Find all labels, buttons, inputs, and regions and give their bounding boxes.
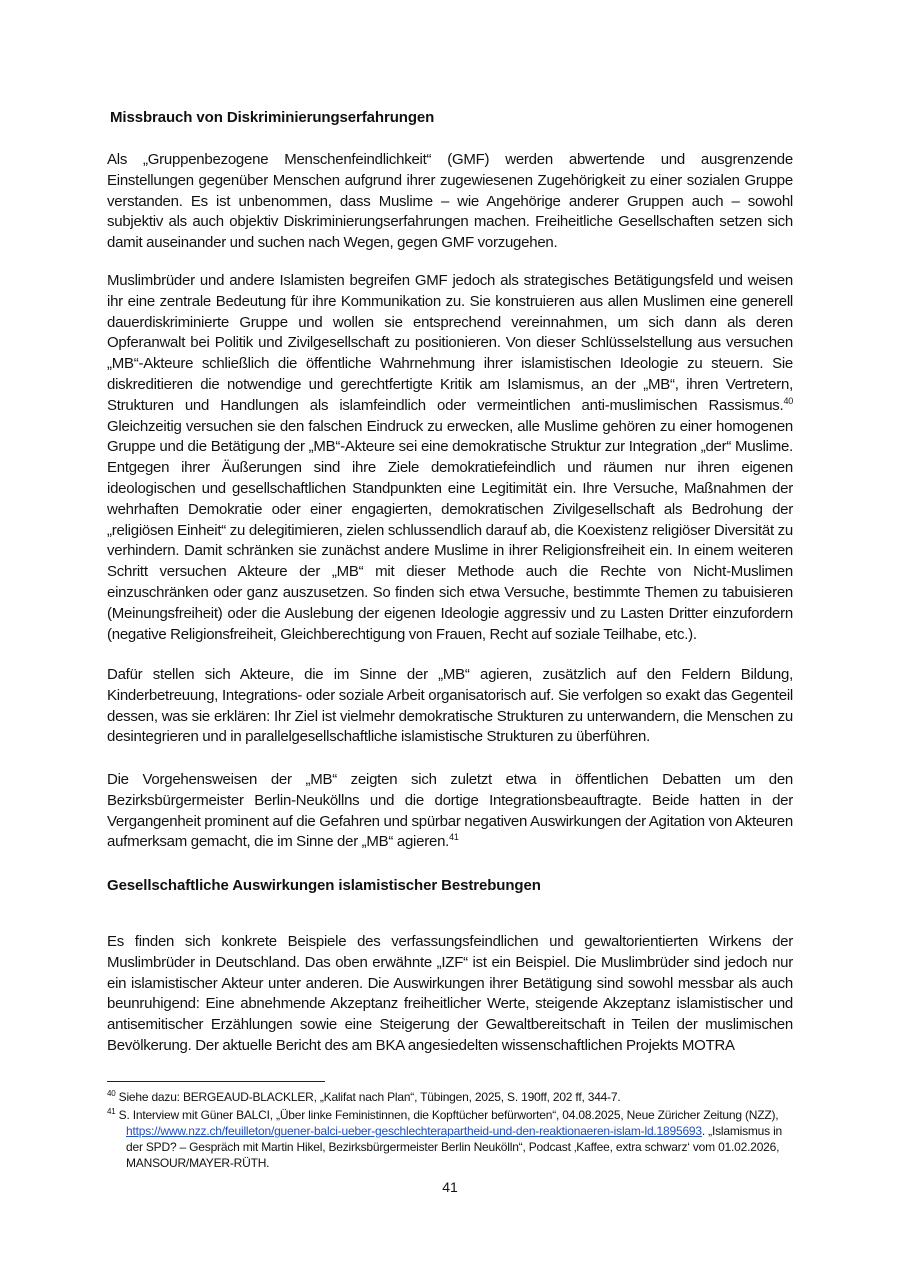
paragraph-text: Die Vorgehensweisen der „MB“ zeigten sich zuletzt etwa in öffentlichen Debatten um den Bezirksbürgermeister Berlin-Neuköllns und die dortige Integrationsbeauftragte. Beide hatten in der Vergangenheit prominent auf die Gefahren und spürbar negativen Auswirkungen der Agitation von Akteuren aufmerksam gemacht, die im Sinne der „MB“ agieren. [107, 771, 793, 851]
paragraph-text: Gleichzeitig versuchen sie den falschen Eindruck zu erwecken, alle Muslime gehören zu einer homogenen Gruppe und die Betätigung der „MB“-Akteure sei eine demokratische Struktur zur Integration „der“ Muslime. Entgegen ihrer Äußerungen sind ihre Ziele demokratiefeindlich und räumen nur ihren eigenen ideologischen und gesellschaftlichen Standpunkten eine Legitimität ein. Ihre Versuche, Maßnahmen der wehrhaften Demokratie oder einer engagierten, demokratischen Zivilgesellschaft als Bedrohung der „religiösen Einheit“ zu delegitimieren, zielen schlussendlich darauf ab, die Koexistenz religiöser Diversität zu verhindern. Damit schränken sie zunächst andere Muslime in ihrer Religionsfreiheit ein. In einem weiteren Schritt versuchen Akteure der „MB“ mit dieser Methode auch die Rechte von Nicht-Muslimen einzuschränken oder ganz auszusetzen. So finden sich etwa Versuche, bestimmte Themen zu tabuisieren (Meinungsfreiheit) oder die Auslebung der eigenen Ideologie aggressiv und zu Lasten Dritter einzufordern (negative Religionsfreiheit, Gleichberechtigung von Frauen, Recht auf soziale Teilhabe, etc.). [107, 417, 793, 643]
nzz-interview-link[interactable]: https://www.nzz.ch/feuilleton/guener-balci-ueber-geschlechterapartheid-und-den-reaktionaeren-islam-ld.1895693 [126, 1124, 702, 1138]
footnotes [107, 1089, 793, 1173]
footnote-text: Siehe dazu: BERGEAUD-BLACKLER, „Kalifat nach Plan“, Tübingen, 2025, S. 190ff, 202 ff, 344-7. [115, 1090, 621, 1104]
page-number: 41 [442, 1179, 458, 1195]
paragraph-organisational-fields: Dafür stellen sich Akteure, die im Sinne der „MB“ agieren, zusätzlich auf den Feldern Bildung, Kinderbetreuung, Integrations- oder soziale Arbeit organisatorisch auf. Sie verfolgen so exakt das Gegenteil dessen, was sie erklären: Ihr Ziel ist vielmehr demokratische Strukturen zu unterwandern, die Menschen zu desintegrieren und in parallelgesellschaftliche islamistische Strukturen zu überführen. [107, 666, 793, 746]
footnote-number: 40 [107, 1089, 116, 1098]
footnote-40 [107, 1089, 793, 1105]
footnote-text: S. Interview mit Güner BALCI, „Über linke Feministinnen, die Kopftücher befürworten“, 04.08.2025, Neue Züricher Zeitung (NZZ), [115, 1108, 779, 1122]
section-heading-discrimination: Missbrauch von Diskriminierungserfahrungen [110, 109, 435, 126]
footnote-text: . „Islamismus in der SPD? – Gespräch mit Martin Hikel, Bezirksbürgermeister Berlin Neukölln“, Podcast ‚Kaffee, extra schwarz‘ vom 01.02.2026, MANSOUR/MAYER-RÜTH. [126, 1124, 783, 1170]
footnote-divider [107, 1081, 325, 1082]
section-heading-societal-impact: Gesellschaftliche Auswirkungen islamistischer Bestrebungen [107, 877, 541, 894]
footnote-41 [107, 1107, 793, 1171]
document-page [107, 0, 793, 1272]
paragraph-muslim-brotherhood-strategy [107, 271, 793, 645]
footnote-number: 41 [107, 1107, 116, 1116]
footnote-ref-40[interactable]: 40 [783, 395, 793, 406]
paragraph-concrete-examples: Es finden sich konkrete Beispiele des verfassungsfeindlichen und gewaltorientierten Wirkens der Muslimbrüder in Deutschland. Das oben erwähnte „IZF“ ist ein Beispiel. Die Muslimbrüder sind jedoch nur ein islamistischer Akteur unter anderen. Die Auswirkungen ihrer Betätigung sind sowohl messbar als auch beunruhigend: Eine abnehmende Akzeptanz freiheitlicher Werte, steigende Akzeptanz islamistischer und antisemitischer Erzählungen sowie eine Steigerung der Gewaltbereitschaft in Teilen der muslimischen Bevölkerung. Der aktuelle Bericht des am BKA angesiedelten wissenschaftlichen Projekts MOTRA [107, 933, 793, 1054]
paragraph-gmf-definition: Als „Gruppenbezogene Menschenfeindlichkeit“ (GMF) werden abwertende und ausgrenzende Einstellungen gegenüber Menschen aufgrund ihrer zugewiesenen Zugehörigkeit zu einer sozialen Gruppe verstanden. Es ist unbenommen, dass Muslime – wie Angehörige anderer Gruppen auch – sowohl subjektiv als auch objektiv Diskriminierungserfahrungen machen. Freiheitliche Gesellschaften setzen sich damit auseinander und suchen nach Wegen, gegen GMF vorzugehen. [107, 151, 793, 252]
footnote-ref-41[interactable]: 41 [449, 832, 459, 843]
paragraph-neukoelln-debate [107, 770, 793, 853]
paragraph-text: Muslimbrüder und andere Islamisten begreifen GMF jedoch als strategisches Betätigungsfeld und weisen ihr eine zentrale Bedeutung für ihre Kommunikation zu. Sie konstruieren aus allen Muslimen eine generell dauerdiskriminierte Gruppe und wollen sie entsprechend vereinnahmen, um sich dann als deren Opferanwalt bei Politik und Zivilgesellschaft zu positionieren. Von dieser Schlüsselstellung aus versuchen „MB“-Akteure schließlich die öffentliche Wahrnehmung ihrer islamistischen Ideologie zu steuern. Sie diskreditieren die notwendige und gerechtfertigte Kritik am Islamismus, an der „MB“, ihren Vertretern, Strukturen und Handlungen als islamfeindlich oder vermeintlichen anti-muslimischen Rassismus. [107, 272, 793, 414]
